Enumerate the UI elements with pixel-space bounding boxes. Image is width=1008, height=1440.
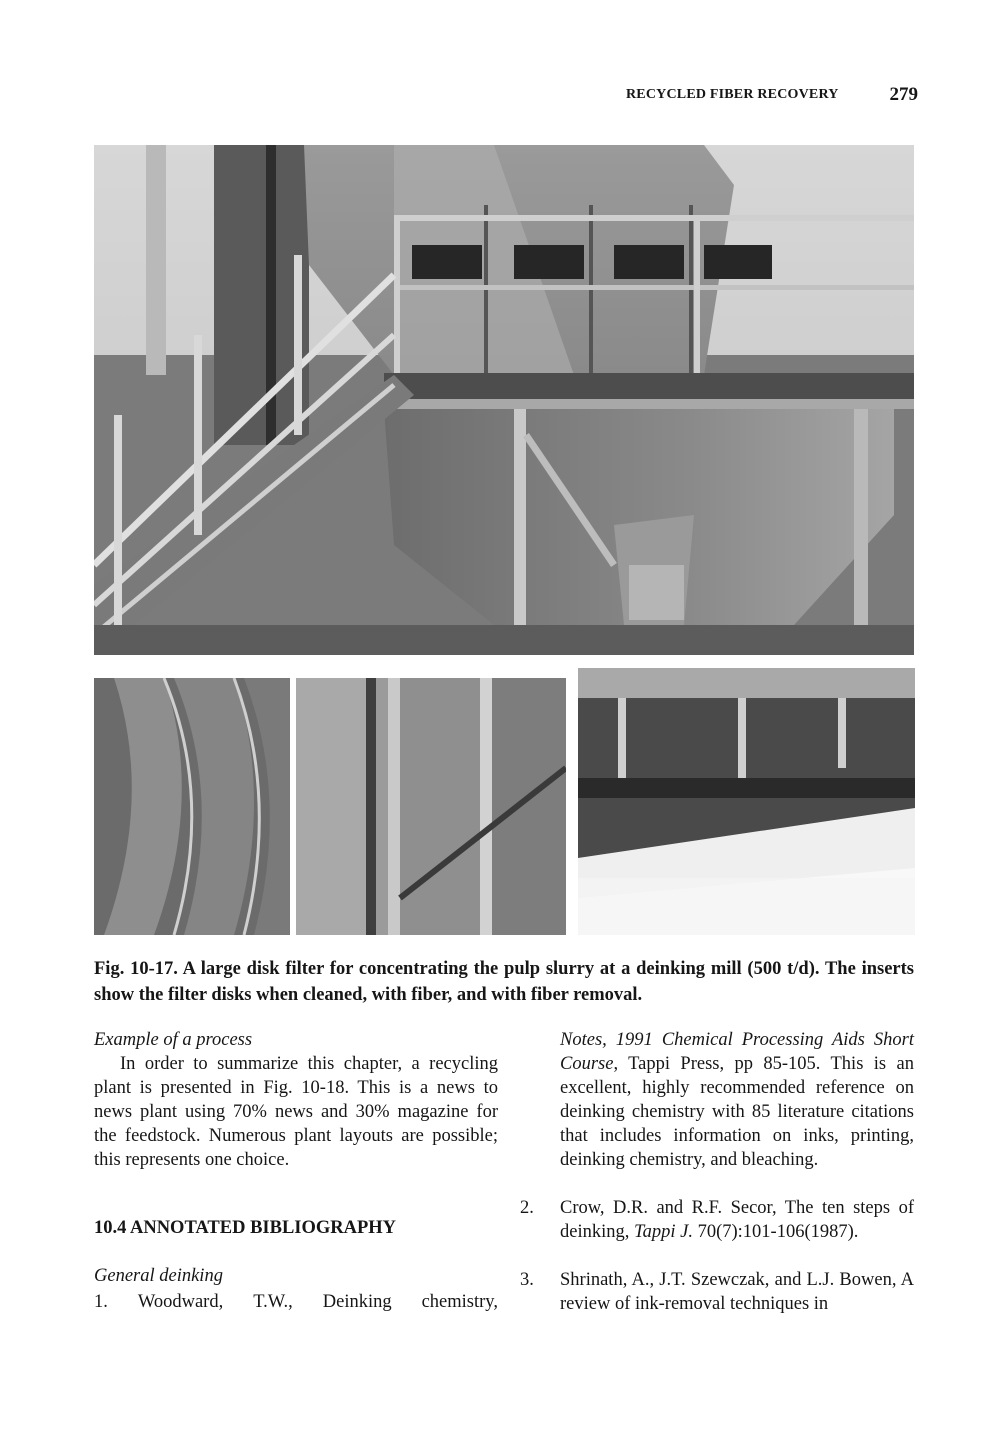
reference-2-body	[560, 1196, 914, 1244]
filter-disk-cleaned-illustration	[94, 678, 290, 935]
fiber-removal-illustration	[578, 668, 915, 935]
reference-1-continuation	[560, 1028, 914, 1172]
reference-1-initials: T.W.,	[253, 1292, 293, 1312]
reference-2-number: 2.	[520, 1198, 534, 1218]
disk-filter-photo	[94, 145, 914, 655]
reference-1-title-word: Deinking	[322, 1292, 392, 1312]
reference-3-number: 3.	[520, 1270, 534, 1290]
section-heading: 10.4 ANNOTATED BIBLIOGRAPHY	[94, 1218, 397, 1238]
filter-disk-with-fiber-illustration	[296, 678, 566, 935]
reference-2	[520, 1196, 914, 1244]
reference-3	[520, 1268, 914, 1316]
reference-1-number: 1.	[94, 1292, 108, 1312]
reference-2-citation: 70(7):101-106(1987).	[692, 1222, 859, 1242]
page-number: 279	[889, 84, 918, 105]
reference-2-text: Crow, D.R. and R.F. Secor, The ten steps of deinking,	[560, 1198, 914, 1242]
reference-2-journal: Tappi J.	[634, 1222, 693, 1242]
left-column	[94, 1028, 498, 1172]
running-header	[600, 84, 918, 108]
example-heading: Example of a process	[94, 1030, 253, 1050]
reference-1-author: Woodward,	[137, 1292, 224, 1312]
figure-caption: Fig. 10-17. A large disk filter for concentrating the pulp slurry at a deinking mill (500 t/d). The inserts show the filter disks when cleaned, with fiber, and with fiber removal.	[94, 959, 914, 1005]
reference-1-title-word-2: chemistry,	[421, 1292, 498, 1312]
fiber-removal-photo	[578, 668, 915, 935]
reference-1-source: Notes, 1991 Chemical Processing Aids Short Course	[560, 1030, 914, 1074]
reference-3-text: Shrinath, A., J.T. Szewczak, and L.J. Bowen, A review of ink-removal techniques in	[560, 1270, 914, 1314]
running-title: RECYCLED FIBER RECOVERY	[626, 87, 839, 102]
reference-1-start	[94, 1292, 498, 1313]
disk-filter-illustration	[94, 145, 914, 655]
filter-disk-cleaned-photo	[94, 678, 290, 935]
filter-disk-with-fiber-photo	[296, 678, 566, 935]
subsection-heading: General deinking	[94, 1266, 223, 1286]
reference-1-details: , Tappi Press, pp 85-105. This is an excellent, highly recommended reference on deinking chemistry with 85 literature citations that includes information on inks, printing, deinking chemistry, and bleaching.	[560, 1054, 914, 1170]
example-paragraph: In order to summarize this chapter, a recycling plant is presented in Fig. 10-18. This is a news to news plant using 70% news and 30% magazine for the feedstock. Numerous plant layouts are possible; this represents one choice.	[94, 1054, 498, 1170]
